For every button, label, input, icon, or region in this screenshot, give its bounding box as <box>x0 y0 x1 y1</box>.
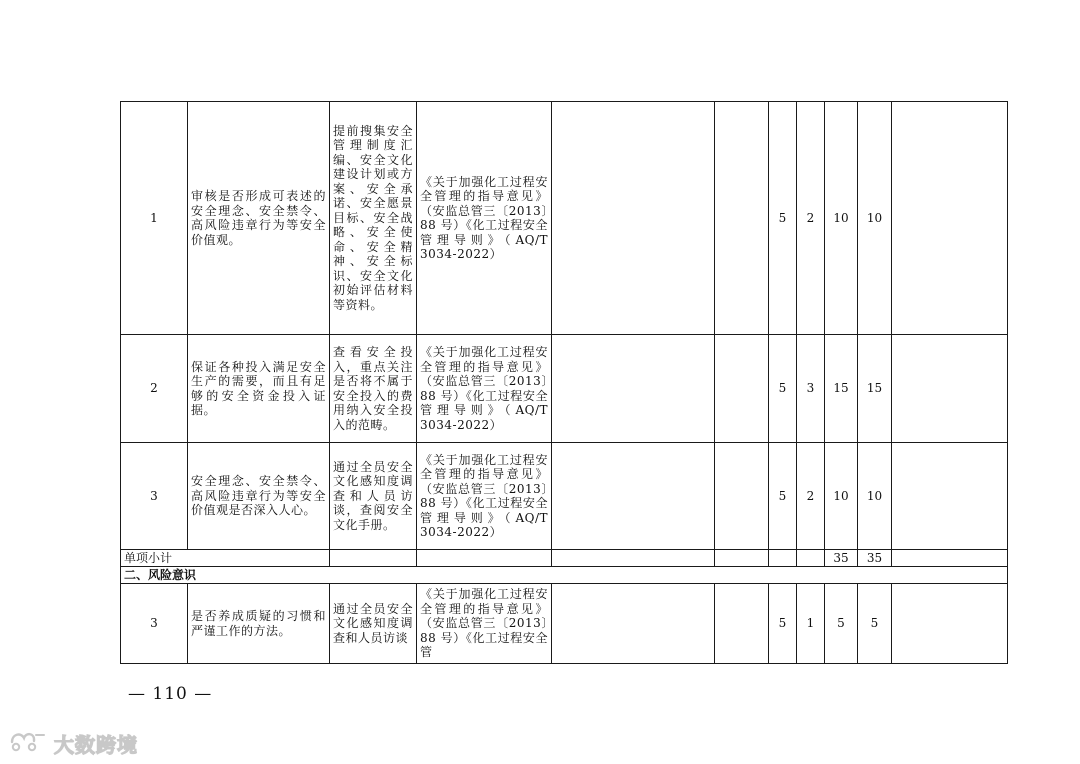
check-basis: 《关于加强化工过程安全管理的指导意见》（安监总管三〔2013〕88 号）《化工过程安全管 <box>417 584 552 664</box>
actual-score-cell: 15 <box>858 335 892 443</box>
check-basis: 《关于加强化工过程安全管理的指导意见》（安监总管三〔2013〕88 号）《化工过程安全管理导则》（AQ/T 3034-2022） <box>417 443 552 550</box>
row-index: 1 <box>121 102 188 335</box>
score-level-cell: 2 <box>797 102 825 335</box>
check-method: 提前搜集安全管理制度汇编、安全文化建设计划或方案、安全承诺、安全愿景目标、安全战略、安全使命、安全精神、安全标识、安全文化初始评估材料等资料。 <box>330 102 417 335</box>
check-findings <box>552 335 715 443</box>
section-header-row <box>121 567 1008 584</box>
actual-score-cell: 5 <box>858 584 892 664</box>
row-index: 2 <box>121 335 188 443</box>
check-basis: 《关于加强化工过程安全管理的指导意见》（安监总管三〔2013〕88 号）《化工过程安全管理导则》（AQ/T 3034-2022） <box>417 335 552 443</box>
check-item: 保证各种投入满足安全生产的需要，而且有足够的安全资金投入证据。 <box>188 335 330 443</box>
row-index: 3 <box>121 584 188 664</box>
check-method: 通过全员安全文化感知度调查和人员访谈 <box>330 584 417 664</box>
section-title: 二、风险意识 <box>121 567 1008 584</box>
weight-cell: 5 <box>769 335 797 443</box>
check-method: 查看安全投入，重点关注是否将不属于安全投入的费用纳入安全投入的范畴。 <box>330 335 417 443</box>
standard-score-cell: 10 <box>825 443 858 550</box>
watermark-logo-icon <box>8 729 48 757</box>
actual-score-cell: 10 <box>858 102 892 335</box>
subtotal-standard-score: 35 <box>825 550 858 567</box>
subtotal-actual-score: 35 <box>858 550 892 567</box>
score-level-cell: 1 <box>797 584 825 664</box>
check-findings <box>552 584 715 664</box>
subtotal-row <box>121 550 1008 567</box>
page-number: — 110 — <box>128 684 213 704</box>
check-basis: 《关于加强化工过程安全管理的指导意见》（安监总管三〔2013〕88 号）《化工过程安全管理导则》（AQ/T 3034-2022） <box>417 102 552 335</box>
deduction-cell <box>715 335 769 443</box>
standard-score-cell: 5 <box>825 584 858 664</box>
subtotal-label: 单项小计 <box>121 550 330 567</box>
score-level-cell: 2 <box>797 443 825 550</box>
watermark <box>8 728 138 758</box>
watermark-text: 大数跨境 <box>54 732 138 757</box>
score-level-cell: 3 <box>797 335 825 443</box>
standard-score-cell: 10 <box>825 102 858 335</box>
check-findings <box>552 443 715 550</box>
evaluation-table <box>120 101 1008 664</box>
deduction-cell <box>715 102 769 335</box>
table-row <box>121 443 1008 550</box>
actual-score-cell: 10 <box>858 443 892 550</box>
standard-score-cell: 15 <box>825 335 858 443</box>
table-row <box>121 335 1008 443</box>
table-row <box>121 584 1008 664</box>
remark-cell <box>892 102 1008 335</box>
check-findings <box>552 102 715 335</box>
check-item: 安全理念、安全禁令、高风险违章行为等安全价值观是否深入人心。 <box>188 443 330 550</box>
deduction-cell <box>715 584 769 664</box>
weight-cell: 5 <box>769 443 797 550</box>
weight-cell: 5 <box>769 584 797 664</box>
check-item: 是否养成质疑的习惯和严谨工作的方法。 <box>188 584 330 664</box>
remark-cell <box>892 335 1008 443</box>
deduction-cell <box>715 443 769 550</box>
table-row <box>121 102 1008 335</box>
check-method: 通过全员安全文化感知度调查和人员访谈，查阅安全文化手册。 <box>330 443 417 550</box>
weight-cell: 5 <box>769 102 797 335</box>
remark-cell <box>892 443 1008 550</box>
row-index: 3 <box>121 443 188 550</box>
check-item: 审核是否形成可表述的安全理念、安全禁令、高风险违章行为等安全价值观。 <box>188 102 330 335</box>
remark-cell <box>892 584 1008 664</box>
